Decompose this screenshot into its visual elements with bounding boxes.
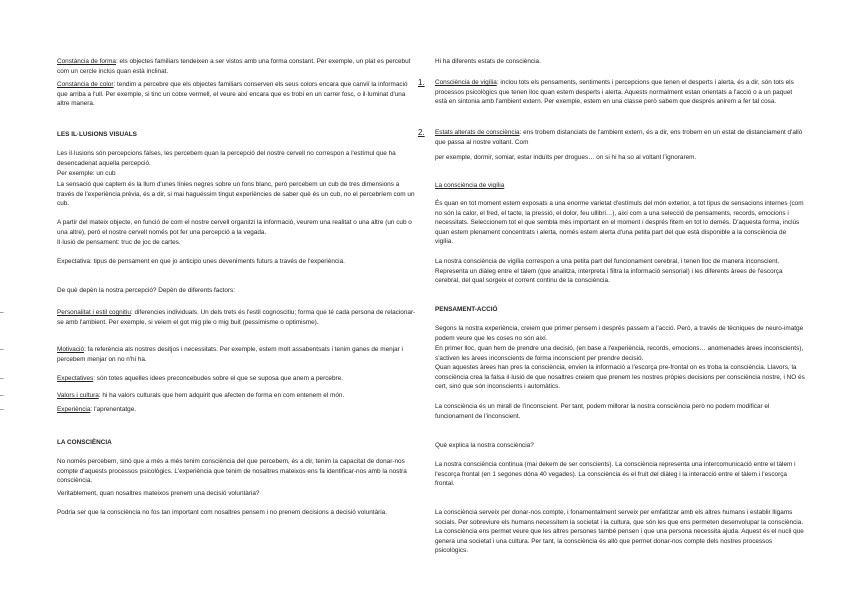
pensament-p3: Quan aquestes àrees han pres la consciència, envien la informació a l'escorça pre-frontal on es troba la consciència. Llavors, la consciència crea la falsa il·lusió de que nosaltres creiem que prenem les nostres pròpies decisions per consciència nostre, i NO és cert, sinó que són inconscients i automàtics. — [435, 364, 805, 391]
states-intro: Hi ha diferents estats de consciència. — [435, 58, 541, 65]
text: : fa referència als nostres desitjos i necessitats. Per exemple, estem molt assabentsats i tenim ganes de menjar i percebem menjar on no n'hi ha. — [57, 346, 403, 363]
illusions-p2: Per exemple: un cub — [57, 170, 116, 177]
paragraph-constancia-color — [57, 80, 417, 109]
text: : l'aprenentatge. — [90, 406, 137, 413]
term: Expectatives — [57, 375, 94, 382]
vigilia-p2: La nostra consciència de vigília correspon a una petita part del funcionament cerebral, i tenen lloc de manera inconscient. Representa un diàleg entre el tàlem (que analitza, interpreta i filtra la informació sensorial) i les diferents àrees de l'escorça cerebral, del qual sorgeix el corrent continu de la consciència. — [435, 258, 783, 285]
list-item — [0, 391, 417, 401]
term: Estats alterats de consciència — [435, 129, 520, 136]
numbered-item — [418, 128, 805, 147]
explica-p2: La consciència serveix per donar-nos compte, i fonamentalment serveix per emfatitzar amb els altres humans i establir lligams socials. Per sobreviure els humans necessitem la societat i la cultura, que són les que ens permeten desenvolupar la consciència. La consciència ens permet veure que les altres persones també pensen i que una persona necessita ajuda. Aquest és el nucli que genera una societat i una cultura. Per tant, la consciència és allò que permet donar-nos compte dels nostres processos psicològics. — [435, 509, 804, 555]
bullet: – — [0, 375, 4, 382]
explica-p1: La nostra consciència continua (mai dekem de ser conscients). La consciència representa una intercomunicació entre el tàlem i l'escorça frontal (en 1 segones dóna 40 vegades). La consciència és el fruit del diàleg i la interacció entre el tàlem i l'escorça frontal. — [435, 461, 796, 488]
text: : els objectes familiars tendeixen a ser vistos amb una forma constant. Per exemple, un plat es percebut com un cercle inclús quan està inclinat. — [57, 58, 411, 75]
pensament-p1: Segons la nostra experiència, creiem que primer pensem i després passem a l'acció. Però, a través de tècniques de neuro-imatge podem veure que les coses no són així. — [435, 325, 804, 342]
bullet: – — [0, 346, 4, 353]
item-number: 2. — [418, 128, 425, 137]
text: : són totes aquelles idees preconcebudes sobre el que se suposa que anem a percebre. — [93, 375, 343, 382]
question-explica: Què explica la nostra consciència? — [435, 442, 534, 449]
text: : ens trobem distanciats de l'ambient extern, és a dir, ens trobem en un estat de distanciament d'allò que passa al nostre voltant. Com — [435, 129, 803, 146]
heading-vigilia: La consciència de vigília — [435, 182, 505, 189]
term: Motivació — [57, 346, 84, 353]
numbered-item — [418, 78, 805, 107]
consciencia-p2: Veritablement, quan nosaltres mateixos prenem una decisió voluntària? — [57, 490, 260, 497]
illusions-p3: La sensació que captem és la llum d'unes línies negres sobre un fons blanc, però percebem un cub de tres dimensions a través de l'experiència prèvia, és a dir, si mai haguéssim tingut experiències de saber què és un cub, no el percebríem com un cub. — [57, 181, 415, 208]
pensament-p4: La consciència és un mirall de l'inconscient. Per tant, podem millorar la nostra consciència però no podem modificar el funcionament de l'inconscient. — [435, 403, 770, 420]
expectativa: Expectativa: tipus de pensament en que jo anticipo unes deveniments futurs a través de l'experiència. — [57, 258, 345, 265]
illusions-p4: A partir del mateix objecte, en funció de com el nostre cervell organitzi la informació, veurem una realitat o una altre (un cub o una altre), però el nostre cervell només pot fer una percepció a la vegada. — [57, 219, 412, 236]
text: : inclou tots els pensaments, sentiments i percepcions que tenen el desperts i alerta, és a dir, són tots els processos psicològics que tenen lloc quan estem desperts i alerta. Aquests normalment estan orientats a l'acció o a un paquet està en sintonia amb l'ambient extern. Per exemple, estem en una classe però sabem que després anirem a fer tal cosa. — [435, 79, 794, 106]
consciencia-p3: Podria ser que la consciència no fos tan important com nosaltres pensem i no prenem decisions a decisió voluntària. — [57, 509, 388, 516]
question-percepcio: De què depèn la nostra percepció? Depèn de diferents factors: — [57, 287, 235, 294]
term: Consciència de vigília — [435, 79, 497, 86]
heading-pensament-accio: PENSAMENT-ACCIÓ — [435, 306, 498, 313]
vigilia-p1: És quan en tot moment estem exposats a una enorme varietat d'estímuls del món exterior, a tot tipus de sensacions internes (com no són la calor, el fred, el tacte, la pressió, el dolor, feu ullibri…), així com a una selecció de pensaments, records, emocions i necessitats. Seleccionem tot el que sembla més important en el moment i després fitem en tot lo demés. D'aquesta forma, inclús quan estem plenament concentrats i alerta, només estem alerta d'una petita part del que està disponible a la consciència de vigília. — [435, 200, 804, 246]
consciencia-p1: No només percebem, sinó que a més a més tenim consciència del que percebem, és a dir, tenim la capacitat de donar-nos compte d'aquests processos psicològics. L'experiència que tenim de nosaltres mateixos ens fa identificar-nos amb la nostra consciència. — [57, 458, 407, 485]
pensament-p2: En primer lloc, quan hem de prendre una decisió, (en base a l'experiència, records, emocions… anomenades àrees inconscients), s'activen les àrees inconscients de forma inconscient per prendre decisió. — [435, 345, 804, 362]
heading-consciencia: LA CONSCIÈNCIA — [57, 439, 112, 446]
text: : tendim a percebre que els objectes familiars conserven els seus colors encara que canviï la informació que arriba a l'ull. Per exemple, si tinc un cotxe vermell, el veure així encara que es trobi en un carrer fosc, o il·luminat d'una altre manera. — [57, 81, 408, 108]
list-item — [0, 374, 417, 384]
list-item — [0, 405, 417, 415]
list-item — [0, 308, 417, 327]
bullet: – — [0, 309, 4, 316]
term: Constància de forma — [57, 58, 116, 65]
numbered-item-continuation: per exemple, dormir, somiar, estar induïts per drogues… on si hi ha so al voltant l'ignorarem. — [435, 154, 697, 161]
illusions-p1: Les il·lusions són percepcions falses, les percebem quan la percepció del nostre cervell no correspon a l'estímul que ha desencadenat aquella percepció. — [57, 150, 396, 167]
bullet: – — [0, 406, 4, 413]
term: Valors i cultura — [57, 392, 99, 399]
term: Constància de color — [57, 81, 114, 88]
heading-illusions: LES IL·LUSIONS VISUALS — [57, 131, 137, 138]
text: : diferencies individuals. Un dels trets és l'estil cognoscitiu; forma que té cada persona de relacionar-se amb l'ambient. Per exemple, si veiem el got mig ple o mig buit (pessimisme o optimisme). — [57, 309, 416, 326]
list-item — [0, 345, 417, 364]
paragraph-constancia-forma — [57, 57, 417, 76]
bullet: – — [0, 392, 4, 399]
term: Personalitat i estil cognitiu — [57, 309, 131, 316]
illusions-p5: Il·lusió de pensament: truc de joc de cartes. — [57, 239, 181, 246]
text: : hi ha valors culturals que hem adquirit que afecten de forma en com entenem el món. — [98, 392, 345, 399]
item-number: 1. — [418, 78, 425, 87]
term: Experiència — [57, 406, 91, 413]
